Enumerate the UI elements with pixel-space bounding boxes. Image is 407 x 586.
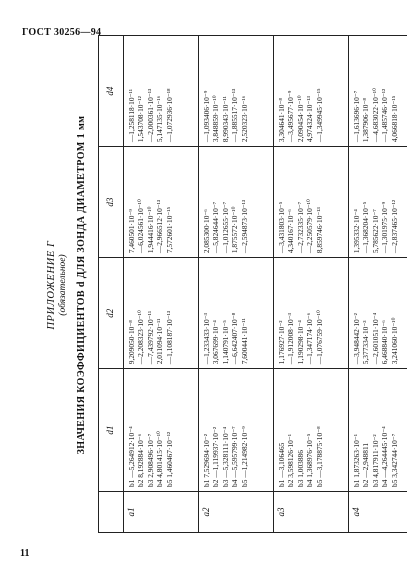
- cell-value: —1,485746·10⁻¹²: [380, 88, 390, 143]
- table-title: ЗНАЧЕНИЯ КОЭФФИЦИЕНТОВ d ДЛЯ ЗОНДА ДИАМЕТРОМ 1 мм: [76, 115, 87, 455]
- table-cell: [199, 369, 274, 492]
- col-header-d1: d1: [99, 369, 124, 492]
- cell-value: —3,431803·10⁻⁵: [277, 201, 286, 254]
- cell-value: b4 —5,595799·10⁻⁷: [230, 426, 240, 487]
- cell-value: 1,875572·10⁻¹⁰: [230, 206, 240, 254]
- table-cell: [274, 258, 349, 369]
- table-cell: [124, 36, 199, 147]
- cell-value: 3,241060·10⁻¹⁰: [389, 317, 399, 365]
- cell-value: b5 3,342744·10⁻⁷: [389, 433, 399, 487]
- cell-value: b1 —5,264912·10⁻⁴: [127, 426, 136, 487]
- standard-header: ГОСТ 30256—94: [22, 27, 102, 38]
- table-cell: [274, 36, 349, 147]
- cell-value: 8,859746·10⁻¹³: [314, 207, 324, 254]
- cell-value: 5,147135·10⁻¹⁶: [155, 95, 165, 143]
- cell-value: b4 —4,264445·10⁻⁴: [380, 426, 390, 487]
- cell-value: —2,250579·10⁻¹⁰: [305, 199, 315, 254]
- table-cell: [349, 258, 407, 369]
- cell-value: —3,948442·10⁻²: [352, 313, 361, 365]
- coefficient-table: [98, 35, 407, 533]
- rotated-page-content: [40, 35, 399, 535]
- table-cell: [199, 258, 274, 369]
- cell-value: 3,067699·10⁻⁴: [211, 320, 221, 365]
- cell-value: 4,066818·10⁻¹⁵: [389, 95, 399, 143]
- cell-value: 1,543708·10⁻¹²: [136, 96, 146, 143]
- cell-value: b3 1,003886: [295, 450, 305, 487]
- cell-value: —1,301975·10⁻⁹: [380, 201, 390, 254]
- cell-value: —1,613696·10⁻⁷: [352, 90, 361, 143]
- row-label: a2: [199, 492, 274, 533]
- cell-value: b4 4,801415·10⁻¹⁰: [155, 431, 165, 487]
- cell-value: 5,377334·10⁻³: [361, 320, 371, 365]
- cell-value: —1,233433·10⁻³: [202, 313, 211, 365]
- row-label: a4: [349, 492, 407, 533]
- cell-value: —2,966512·10⁻¹³: [155, 199, 165, 254]
- cell-value: 1,140791·10⁻⁵: [220, 320, 230, 365]
- row-label: a3: [274, 492, 349, 533]
- cell-value: —1,072936·10⁻¹⁸: [164, 88, 174, 143]
- table-cell: [199, 36, 274, 147]
- cell-value: —1,885517·10⁻¹³: [230, 88, 240, 143]
- table-row: [199, 36, 274, 533]
- cell-value: 9,209050·10⁻⁸: [127, 320, 136, 365]
- table-cell: [349, 36, 407, 147]
- cell-value: b1 7,529694·10⁻²: [202, 434, 211, 487]
- cell-value: 1,387906·10⁻⁸: [361, 98, 371, 143]
- col-header-d2: d2: [99, 258, 124, 369]
- cell-value: b2 8,192884·10⁻⁶: [136, 433, 146, 487]
- cell-value: —1,349945·10⁻¹⁵: [314, 88, 324, 143]
- cell-value: 8,990343·10⁻¹¹: [220, 96, 230, 143]
- table-cell: [124, 369, 199, 492]
- cell-value: —1,093406·10⁻⁹: [202, 90, 211, 143]
- cell-value: b3 2,908496·10⁻⁷: [145, 433, 155, 487]
- cell-value: b2 3,598126·10⁻¹: [286, 434, 296, 487]
- cell-value: —2,208323·10⁻¹⁰: [136, 310, 146, 365]
- cell-value: —1,912008·10⁻³: [286, 313, 296, 365]
- table-cell: [199, 147, 274, 258]
- cell-value: 7,572601·10⁻¹⁵: [164, 206, 174, 254]
- cell-value: 4,340167·10⁻⁶: [286, 209, 296, 254]
- cell-value: 1,190298·10⁻⁴: [295, 320, 305, 365]
- cell-value: b3 —5,328111·10⁻⁴: [220, 426, 230, 487]
- cell-value: b5 —1,214982·10⁻⁹: [239, 426, 249, 487]
- table-row: [124, 36, 199, 533]
- cell-value: b1 1,873263·10⁻¹: [352, 434, 361, 487]
- cell-value: b3 4,817911·10⁻²: [370, 434, 380, 487]
- cell-value: —4,683022·10⁻¹⁰: [370, 88, 380, 143]
- cell-value: —2,732335·10⁻⁷: [295, 201, 305, 254]
- cell-value: —1,368204·10⁻⁵: [361, 201, 371, 254]
- cell-value: —2,601051·10⁻⁴: [370, 312, 380, 365]
- cell-value: 2,090454·10⁻¹⁰: [295, 95, 305, 143]
- table-cell: [349, 147, 407, 258]
- cell-value: 4,974324·10⁻¹³: [305, 96, 315, 143]
- cell-value: 2,011094·10⁻¹¹: [155, 318, 165, 365]
- cell-value: 2,520323·10⁻¹⁶: [239, 95, 249, 143]
- cell-value: —2,594873·10⁻¹³: [239, 199, 249, 254]
- cell-value: b2 —1,119937·10⁻²: [211, 426, 221, 487]
- cell-value: b5 1,460467·10⁻¹²: [164, 431, 174, 487]
- table-row: [349, 36, 407, 533]
- cell-value: —1,012655·10⁻⁷: [220, 201, 230, 254]
- cell-value: 6,468840·10⁻⁶: [380, 320, 390, 365]
- table-row: [274, 36, 349, 533]
- table-cell: [274, 147, 349, 258]
- cell-value: —2,000361·10⁻¹³: [145, 88, 155, 143]
- col-header-a: [99, 492, 124, 533]
- cell-value: b1 —3,106465: [277, 442, 286, 487]
- table-cell: [124, 147, 199, 258]
- table-header-row: [99, 36, 124, 533]
- cell-value: —5,824644·10⁻⁷: [211, 201, 221, 254]
- cell-value: 1,395332·10⁻⁴: [352, 209, 361, 254]
- cell-value: —7,439792·10⁻¹¹: [145, 310, 155, 365]
- cell-value: 2,085300·10⁻⁶: [202, 209, 211, 254]
- cell-value: b2 —2,948811: [361, 442, 371, 487]
- cell-value: —1,108187·10⁻¹³: [164, 310, 174, 365]
- cell-value: 1,944416·10⁻¹⁰: [145, 206, 155, 254]
- appendix-note: (обязательное): [58, 254, 68, 316]
- cell-value: —1,258118·10⁻¹¹: [127, 89, 136, 143]
- cell-value: —1,076759·10⁻¹⁰: [314, 310, 324, 365]
- cell-value: 3,304641·10⁻⁸: [277, 98, 286, 143]
- table-cell: [349, 369, 407, 492]
- cell-value: b5 —3,178875·10⁻⁸: [314, 426, 324, 487]
- col-header-d4: d4: [99, 36, 124, 147]
- table-cell: [274, 369, 349, 492]
- cell-value: 5,785622·10⁻⁷: [370, 209, 380, 254]
- cell-value: 7,460501·10⁻⁹: [127, 209, 136, 254]
- cell-value: —6,642407·10⁻⁸: [230, 312, 240, 365]
- cell-value: —3,495677·10⁻⁹: [286, 90, 296, 143]
- cell-value: —2,837465·10⁻¹²: [389, 199, 399, 254]
- page-number: 11: [20, 548, 30, 559]
- cell-value: 1,176927·10⁻²: [277, 320, 286, 365]
- row-label: a1: [124, 492, 199, 533]
- cell-value: 3,848859·10⁻¹⁰: [211, 95, 221, 143]
- cell-value: —1,347174·10⁻⁶: [305, 312, 315, 365]
- cell-value: b4 1,368976·10⁻⁵: [305, 433, 315, 487]
- col-header-d3: d3: [99, 147, 124, 258]
- cell-value: —6,024561·10⁻¹⁰: [136, 199, 146, 254]
- table-cell: [124, 258, 199, 369]
- cell-value: 7,600441·10⁻¹¹: [239, 318, 249, 365]
- appendix-title: ПРИЛОЖЕНИЕ Г: [46, 240, 57, 330]
